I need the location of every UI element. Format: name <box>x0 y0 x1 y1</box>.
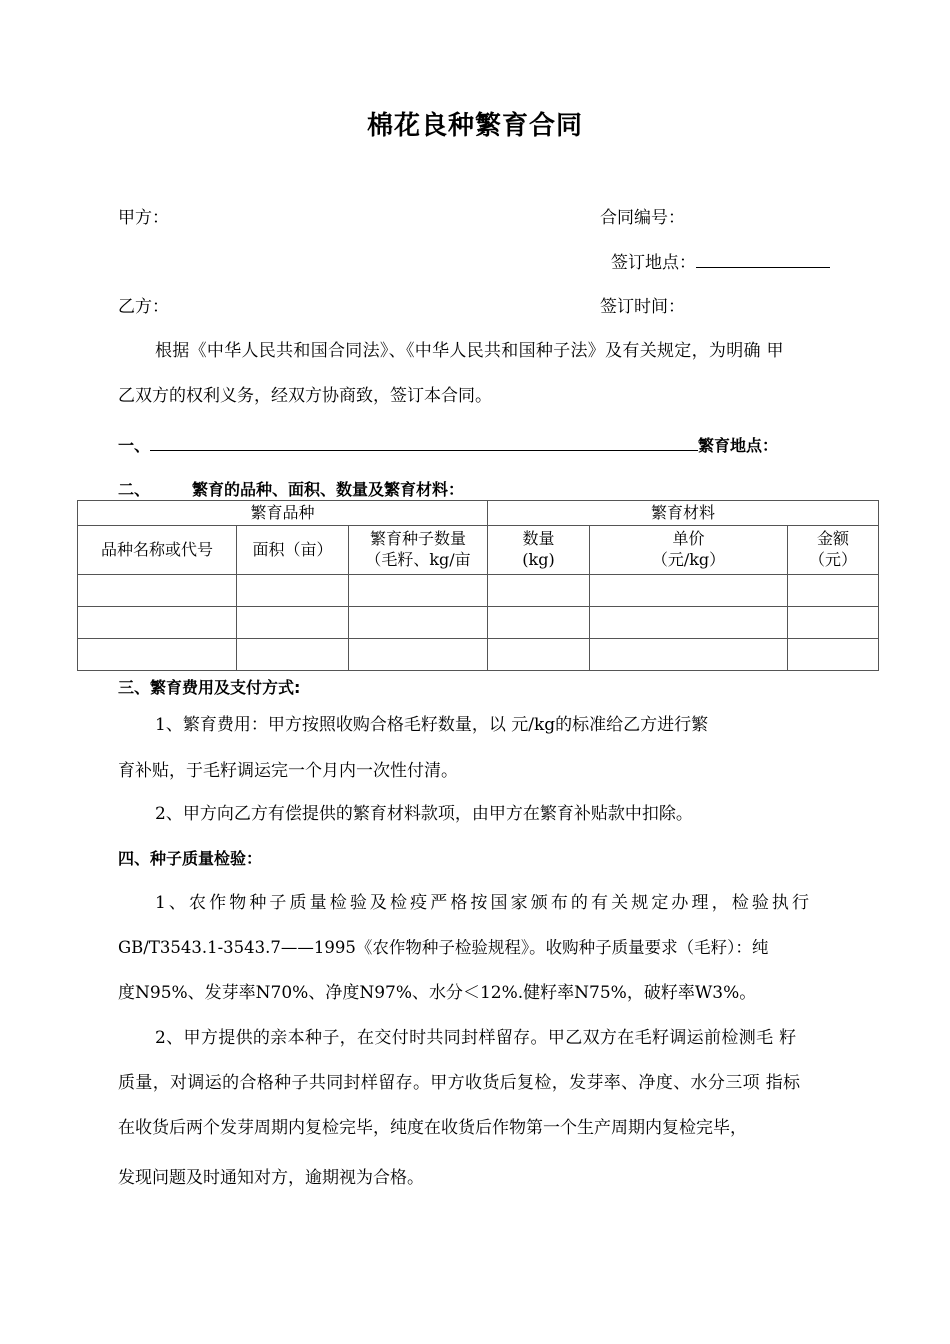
col-header-variety-name: 品种名称或代号 <box>78 526 237 575</box>
table-cell[interactable] <box>788 575 879 607</box>
section1-label: 繁育地点： <box>698 436 779 455</box>
table-cell[interactable] <box>590 639 788 671</box>
sign-place-line <box>611 255 830 272</box>
table-cell[interactable] <box>488 607 590 639</box>
table-row <box>78 575 879 607</box>
table-cell[interactable] <box>349 639 488 671</box>
table-cell[interactable] <box>78 639 237 671</box>
section4-p2-line3: 在收货后两个发芽周期内复检完毕，纯度在收货后作物第一个生产周期内复检完毕， <box>118 1118 747 1138</box>
table-cell[interactable] <box>78 607 237 639</box>
group-header-variety: 繁育品种 <box>78 501 488 526</box>
table-cell[interactable] <box>488 575 590 607</box>
sign-place-blank[interactable] <box>696 267 830 268</box>
section1-blank[interactable] <box>150 450 698 451</box>
section1-line <box>118 438 778 454</box>
table-cell[interactable] <box>788 607 879 639</box>
section4-p2-line4: 发现问题及时通知对方，逾期视为合格。 <box>118 1168 424 1188</box>
sign-place-label: 签订地点： <box>611 253 696 273</box>
section3-p1-line1: 1、繁育费用：甲方按照收购合格毛籽数量，以 元/kg的标准给乙方进行繁 <box>155 715 709 735</box>
section2-heading: 繁育的品种、面积、数量及繁育材料： <box>192 480 465 499</box>
group-header-materials: 繁育材料 <box>488 501 879 526</box>
party-a-label: 甲方： <box>118 208 169 228</box>
section4-p2-line2: 质量，对调运的合格种子共同封样留存。甲方收货后复检，发芽率、净度、水分三项 指标 <box>118 1073 801 1093</box>
table-row <box>78 639 879 671</box>
table-cell[interactable] <box>590 575 788 607</box>
table-cell[interactable] <box>237 639 349 671</box>
table-cell[interactable] <box>488 639 590 671</box>
intro-line-2: 乙双方的权利义务，经双方协商致，签订本合同。 <box>118 386 492 406</box>
sign-time-label: 签订时间： <box>600 297 685 317</box>
table-cell[interactable] <box>349 607 488 639</box>
col-header-seed-quantity: 繁育种子数量 （毛籽、kg/亩 <box>349 526 488 575</box>
document-title: 棉花良种繁育合同 <box>366 111 583 141</box>
section4-heading: 四、种子质量检验： <box>118 849 263 868</box>
section3-p2: 2、甲方向乙方有偿提供的繁育材料款项，由甲方在繁育补贴款中扣除。 <box>155 804 693 824</box>
section4-p2-line1: 2、甲方提供的亲本种子，在交付时共同封样留存。甲乙双方在毛籽调运前检测毛 籽 <box>155 1028 797 1048</box>
table-row <box>78 607 879 639</box>
col-header-amount: 金额 （元） <box>788 526 879 575</box>
section3-p1-line2: 育补贴，于毛籽调运完一个月内一次性付清。 <box>118 761 458 781</box>
col-header-unit-price: 单价 （元/kg） <box>590 526 788 575</box>
section4-p1-line3: 度N95%、发芽率N70%、净度N97%、水分＜12%.健籽率N75%，破籽率W3%。 <box>118 983 757 1003</box>
table-cell[interactable] <box>237 575 349 607</box>
section1-prefix: 一、 <box>118 436 151 455</box>
table-cell[interactable] <box>349 575 488 607</box>
section2-prefix: 二、 <box>118 480 151 499</box>
table-cell[interactable] <box>78 575 237 607</box>
contract-number-label: 合同编号： <box>600 208 685 228</box>
breeding-table <box>77 500 879 671</box>
section3-heading: 三、繁育费用及支付方式: <box>118 678 301 697</box>
section4-p1-line2: GB/T3543.1-3543.7——1995《农作物种子检验规程》。收购种子质量要求（毛籽）：纯 <box>118 938 769 957</box>
section4-p1-line1: 1、农作物种子质量检验及检疫严格按国家颁布的有关规定办理，检验执行 <box>155 893 813 913</box>
party-b-label: 乙方： <box>118 297 169 317</box>
intro-line-1: 根据《中华人民共和国合同法》、《中华人民共和国种子法》及有关规定，为明确 甲 <box>155 341 784 361</box>
table-cell[interactable] <box>590 607 788 639</box>
table-cell[interactable] <box>788 639 879 671</box>
col-header-area: 面积（亩） <box>237 526 349 575</box>
table-cell[interactable] <box>237 607 349 639</box>
col-header-quantity: 数量 (kg) <box>488 526 590 575</box>
